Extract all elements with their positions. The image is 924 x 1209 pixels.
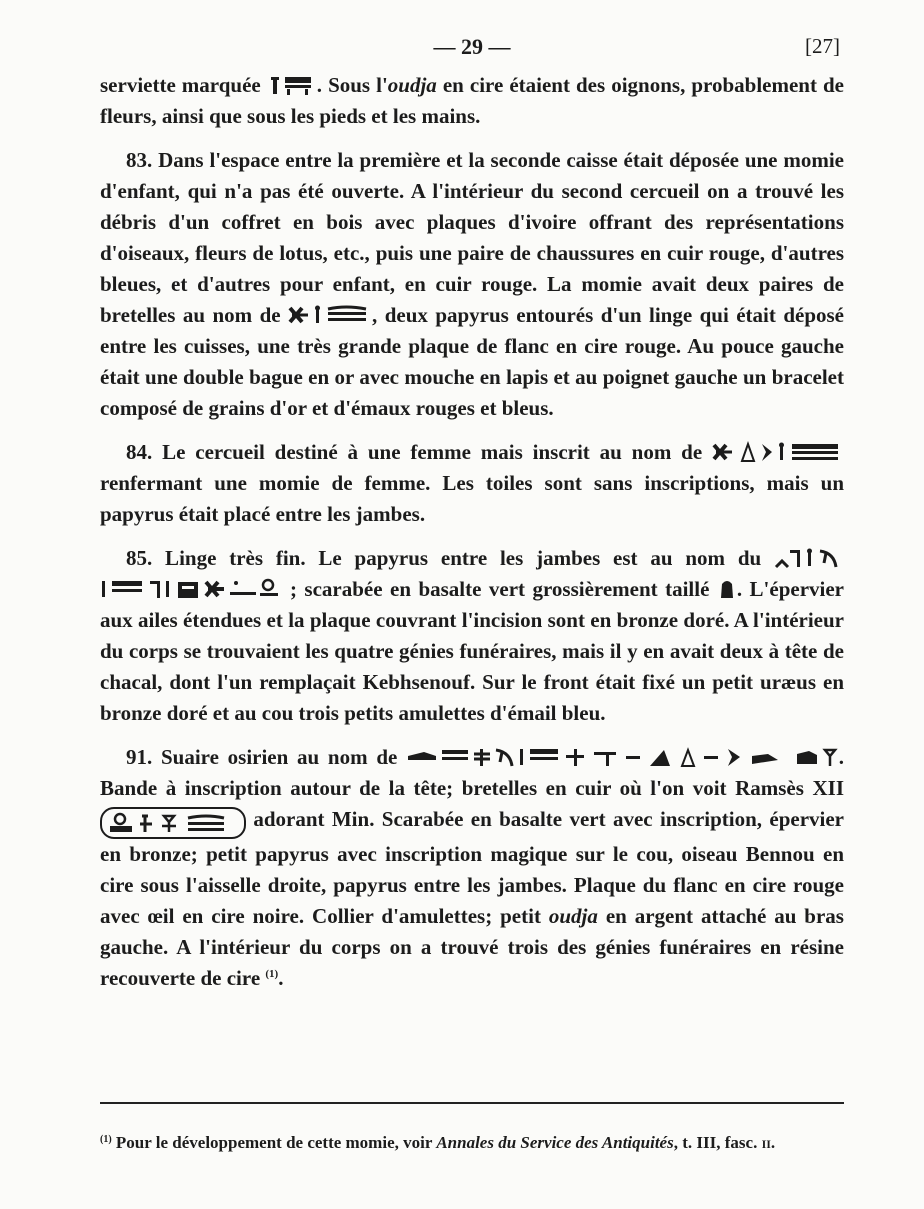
text-run: , deux papyrus entourés d'un linge qui était déposé entre les cuisses, une très grande plaque de flanc en cire rouge. Au pouce gauche était une double bague en or avec mouche en lapis et au poignet gauche un bracelet composé de grains d'or et d'émaux rouges et bleus.: [100, 303, 844, 420]
footnote-divider: [100, 1102, 844, 1104]
text-run: serviette marquée: [100, 73, 261, 97]
paragraph-83: [100, 145, 844, 424]
footnote-mark: (1): [100, 1134, 112, 1145]
text-run: en cire étaient des oignons, probablement de fleurs, ainsi que sous les pieds et les mains.: [100, 73, 844, 128]
text-run: . Sous l': [316, 73, 388, 97]
text-run: , t. III, fasc.: [673, 1133, 762, 1152]
text-run: Linge très fin. Le papyrus entre les jambes est au nom du: [152, 546, 762, 570]
hieroglyph-group: [717, 578, 737, 600]
text-italic: oudja: [387, 73, 437, 97]
text-run: adorant Min. Scarabée en basalte vert avec inscription, épervier en bronze; petit papyrus avec inscription magique sur le cou, oiseau Bennou en cire sous l'aisselle droite, papyrus entre les jambes. Plaque du flanc en cire rouge avec œil en cire noire. Collier d'amulettes; petit: [100, 807, 844, 928]
text-italic: oudja: [548, 904, 598, 928]
text-italic: Annales du Service des Antiquités: [436, 1133, 674, 1152]
hieroglyph-icon: [774, 547, 844, 569]
paragraph-number: 91.: [126, 745, 153, 769]
text-run: renfermant une momie de femme. Les toiles sont sans inscriptions, mais un papyrus était placé entre les jambes.: [100, 471, 844, 526]
hieroglyph-group: [406, 746, 786, 768]
hieroglyph-icon: [795, 746, 839, 768]
text-run: .: [770, 1133, 776, 1152]
text-run: Suaire osirien au nom de: [152, 745, 398, 769]
text-run: Pour le développement de cette momie, voir: [111, 1133, 437, 1152]
paragraph-number: 84.: [126, 440, 153, 464]
text-run: .: [278, 966, 284, 990]
paragraph-91: [100, 742, 844, 994]
text-smallcaps: ii: [761, 1133, 771, 1152]
cartouche-hieroglyph-icon: [108, 812, 238, 834]
scarab-icon: [717, 578, 737, 600]
hieroglyph-group: [288, 304, 372, 326]
page-header: [100, 30, 844, 70]
hieroglyph-icon: [288, 304, 372, 326]
footnote-reference: (1): [265, 968, 279, 980]
paragraph-number: 85.: [126, 546, 153, 570]
paragraph-85: [100, 543, 844, 729]
hieroglyph-group: [100, 578, 290, 600]
hieroglyph-group: [774, 547, 844, 569]
text-run: Le cercueil destiné à une femme mais inscrit au nom de: [152, 440, 703, 464]
page-number: — 29 —: [433, 34, 511, 59]
cartouche: [100, 807, 246, 839]
hieroglyph-icon: [712, 441, 844, 463]
text-run: ; scarabée en basalte vert grossièrement taillé: [290, 577, 710, 601]
hieroglyph-icon: [100, 578, 290, 600]
bracket-number: [27]: [805, 34, 840, 58]
footnote: [100, 1125, 844, 1157]
text-run: . Bande à inscription autour de la tête; bretelles en cuir où l'on voit Ramsès XII: [100, 745, 844, 800]
paragraph-84: [100, 437, 844, 530]
hieroglyph-group: [267, 74, 317, 96]
hieroglyph-icon: [267, 74, 317, 96]
text-run: . L'épervier aux ailes étendues et la plaque couvrant l'incision sont en bronze doré. A l'intérieur du corps se trouvaient les quatre génies funéraires, mais il y en avait deux à tête de chacal, dont l'un remplaçait Kebhsenouf. Sur le front était fixé un petit uræus en bronze doré et au cou trois petits amulettes d'émail bleu.: [100, 577, 844, 725]
text-run: Dans l'espace entre la première et la seconde caisse était déposée une momie d'enfant, qui n'a pas été ouverte. A l'intérieur du second cercueil on a trouvé les débris d'un coffret en bois avec plaques d'ivoire offrant des représentations d'oiseaux, fleurs de lotus, etc., puis une paire de chaussures en cuir rouge, d'autres bleues, et d'autres pour enfant, en cuir rouge. La momie avait deux paires de bretelles au nom de: [100, 148, 844, 327]
text-run: en argent attaché au bras gauche. A l'intérieur du corps on a trouvé trois des génies funéraires en résine recouverte de cire: [100, 904, 844, 990]
hieroglyph-icon: [406, 746, 786, 768]
document-page: [100, 30, 844, 1190]
paragraph-continuation: [100, 70, 844, 132]
hieroglyph-group: [795, 746, 839, 768]
paragraph-number: 83.: [126, 148, 153, 172]
hieroglyph-group: [712, 441, 844, 463]
